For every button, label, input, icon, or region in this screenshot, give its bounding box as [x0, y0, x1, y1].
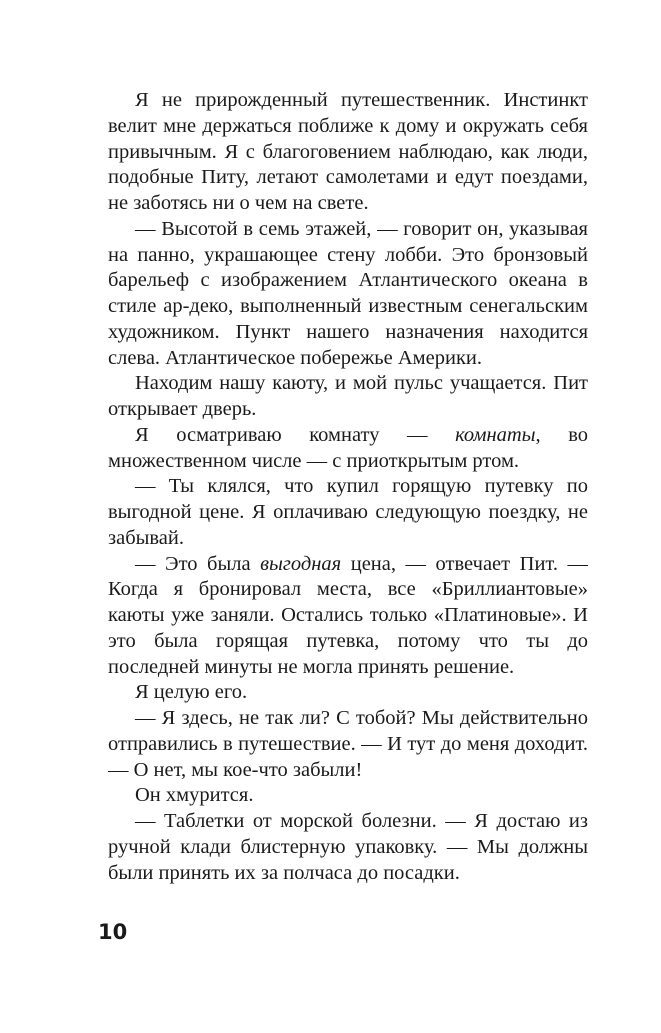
paragraph-5 [108, 474, 588, 551]
paragraph-text: Находим нашу каюту, и мой пульс учащается. Пит открывает дверь. [108, 372, 588, 420]
paragraph-9 [108, 783, 588, 809]
page-number: 10 [98, 920, 128, 944]
paragraph-1 [108, 88, 588, 217]
paragraph-8 [108, 706, 588, 783]
emphasis-text: комнаты [455, 423, 536, 446]
paragraph-text: Я осматриваю комнату — [135, 423, 456, 446]
paragraph-10 [108, 809, 588, 886]
paragraph-text: Я не прирожденный путешественник. Инстинкт велит мне держаться поближе к дому и окружать себя привычным. Я с благоговением наблюдаю, как люди, подобные Питу, летают самолетами и едут поездами, не заботясь ни о чем на свете. [108, 89, 588, 214]
paragraph-text: цена, — отвечает Пит. — Когда я бронировал места, все «Бриллиантовые» каюты уже заняли. Остались только «Платиновые». И это была горящая путевка, потому что ты до последней минуты не могла принять решение. [108, 552, 588, 678]
paragraph-text: — Это была [135, 552, 261, 575]
paragraph-7 [108, 680, 588, 706]
paragraph-4 [108, 423, 588, 475]
paragraph-text: — Таблетки от морской болезни. — Я достаю из ручной клади блистерную упаковку. — Мы должны были принять их за полчаса до посадки. [108, 810, 588, 884]
emphasis-text: выгодная [260, 552, 342, 575]
paragraph-text: — Ты клялся, что купил горящую путевку по выгодной цене. Я оплачиваю следующую поездку, не забывай. [108, 475, 588, 549]
paragraph-text: — Высотой в семь этажей, — говорит он, указывая на панно, украшающее стену лобби. Это бронзовый барельеф с изображением Атлантического океана в стиле ар-деко, выполненный известным сенегальским художником. Пункт нашего назначения находится слева. Атлантическое побережье Америки. [108, 217, 588, 369]
paragraph-text: , во множественном числе — с приоткрытым ртом. [108, 423, 588, 472]
paragraph-text: — Я здесь, не так ли? С тобой? Мы действительно отправились в путешествие. — И тут до меня доходит. — О нет, мы кое-что забыли! [108, 707, 588, 781]
paragraph-6 [108, 552, 588, 681]
paragraph-3 [108, 371, 588, 423]
paragraph-2 [108, 217, 588, 372]
paragraph-text: Он хмурится. [135, 784, 254, 807]
body-text [108, 88, 588, 886]
paragraph-text: Я целую его. [135, 681, 248, 704]
